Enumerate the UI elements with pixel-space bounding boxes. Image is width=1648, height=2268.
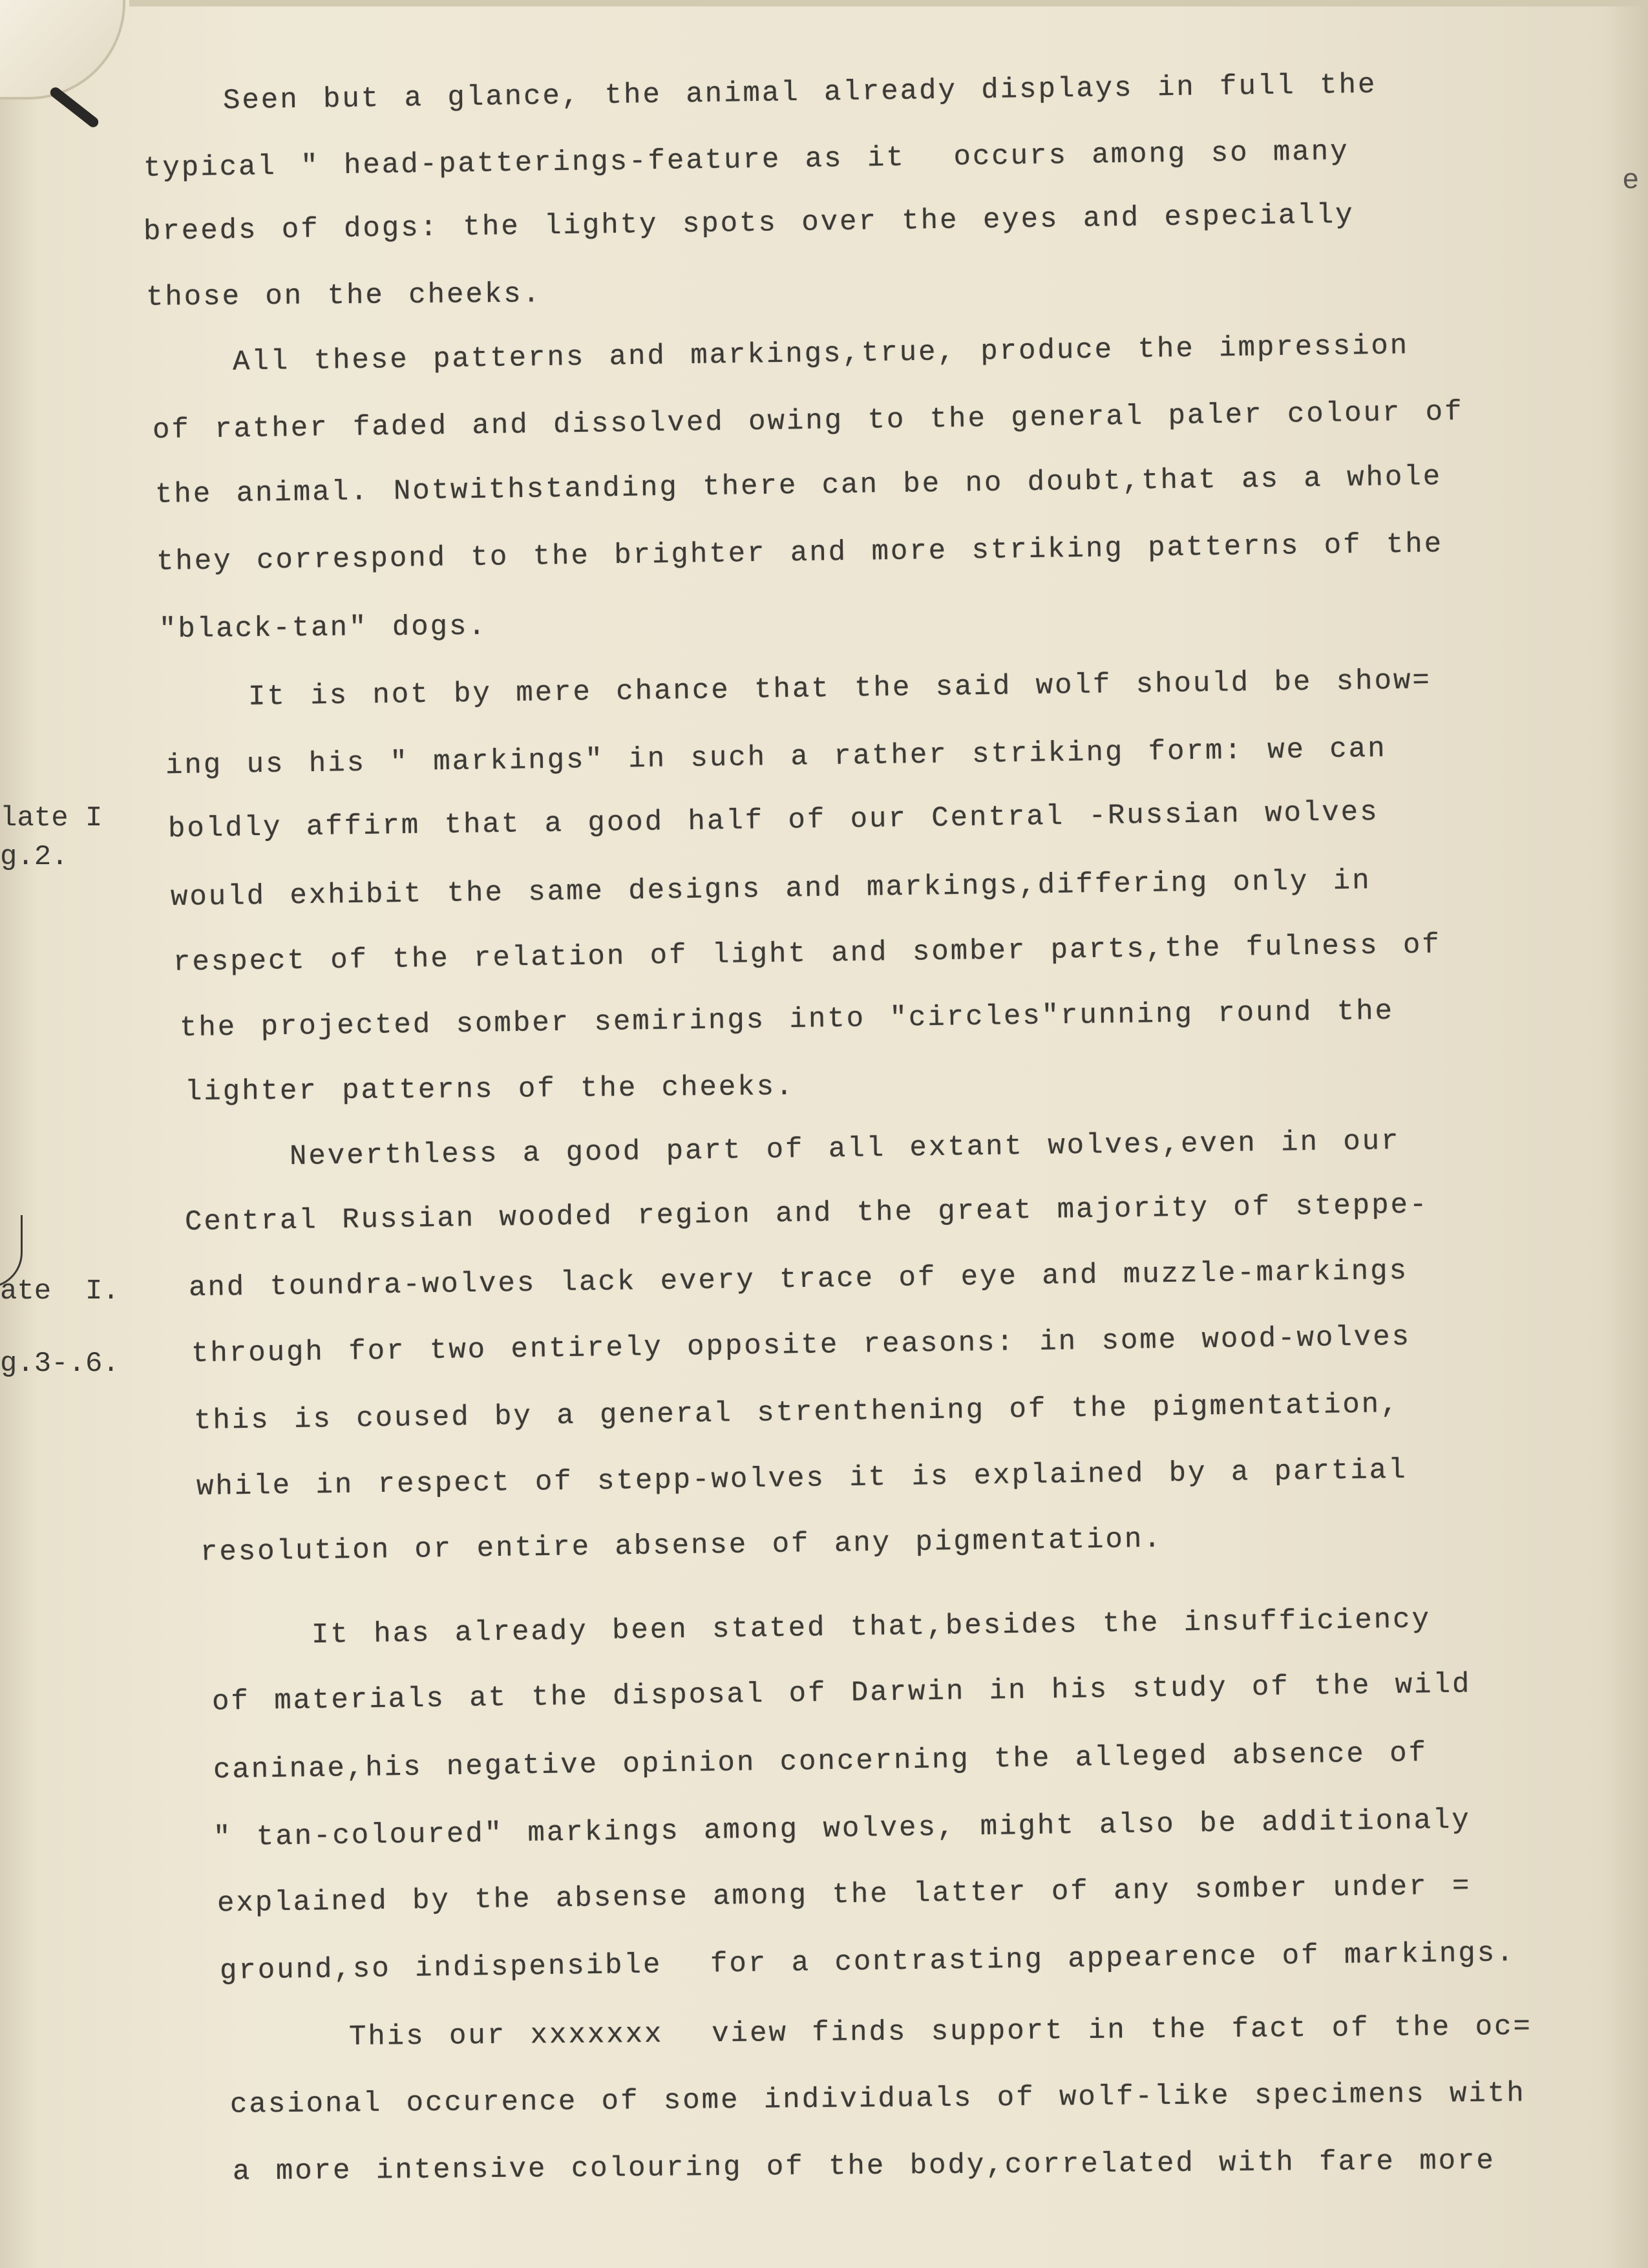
text-line: those on the cheeks. xyxy=(145,278,542,314)
text-line: caninae,his negative opinion concerning the alleged absence of xyxy=(213,1737,1428,1787)
margin-note-fig-3-6: g.3-.6. xyxy=(0,1348,120,1380)
text-line: All these patterns and markings,true, produce the impression xyxy=(232,330,1410,379)
text-line: they correspond to the brighter and more striking patterns of the xyxy=(156,528,1444,578)
text-line: "black-tan" dogs. xyxy=(158,610,488,646)
folded-page-corner xyxy=(0,0,125,100)
text-line: Central Russian wooded region and the great majority of steppe- xyxy=(184,1189,1429,1239)
text-line: Seen but a glance, the animal already displays in full the xyxy=(222,69,1377,118)
text-line: this is coused by a general strenthening of the pigmentation, xyxy=(193,1388,1400,1438)
page-top-edge xyxy=(129,0,1648,6)
text-line: the animal. Notwithstanding there can be no doubt,that as a whole xyxy=(154,461,1442,511)
text-line: the projected somber semirings into "circles"running round the xyxy=(179,995,1395,1045)
text-line: typical " head-patterings-feature as it occurs among so many xyxy=(143,135,1349,185)
margin-note-fig-2: g.2. xyxy=(0,841,69,873)
text-line: boldly affirm that a good half of our Central -Russian wolves xyxy=(167,796,1379,846)
text-line: respect of the relation of light and somber parts,the fulness of xyxy=(173,929,1442,979)
staple-icon xyxy=(48,85,101,129)
text-line: would exhibit the same designs and markings,differing only in xyxy=(170,865,1371,914)
text-line: lighter patterns of the cheeks. xyxy=(184,1070,795,1109)
text-line: of materials at the disposal of Darwin in his study of the wild xyxy=(211,1668,1472,1719)
text-line: Neverthless a good part of all extant wolves,even in our xyxy=(289,1125,1400,1173)
text-line: It is not by mere chance that the said wolf should be show= xyxy=(248,664,1432,714)
text-line: ground,so indispensible for a contrasting appearence of markings. xyxy=(219,1937,1516,1987)
text-line: ing us his " markings" in such a rather striking form: we can xyxy=(165,732,1387,783)
text-line: while in respect of stepp-wolves it is explained by a partial xyxy=(196,1454,1408,1504)
text-line: through for two entirely opposite reasons: in some wood-wolves xyxy=(191,1320,1411,1371)
text-line: explained by the absense among the latter of any somber under = xyxy=(217,1870,1472,1920)
text-line: casional occurence of some individuals of wolf-like specimens with xyxy=(229,2077,1526,2121)
text-line: breeds of dogs: the lighty spots over the eyes and especially xyxy=(143,198,1355,249)
text-line: resolution or entire absense of any pigmentation. xyxy=(200,1523,1163,1569)
margin-note-plate-i-2: ate I. xyxy=(0,1275,120,1308)
text-line: This our xxxxxxx view finds support in the fact of the oc= xyxy=(348,2011,1533,2053)
text-line: of rather faded and dissolved owing to the general paler colour of xyxy=(152,396,1464,447)
margin-note-plate-i: late I xyxy=(0,802,103,834)
text-line: a more intensive colouring of the body,correlated with fare more xyxy=(232,2145,1496,2189)
text-line: and toundra-wolves lack every trace of eye and muzzle-markings xyxy=(188,1255,1409,1305)
text-line: It has already been stated that,besides the insufficiency xyxy=(311,1603,1431,1652)
edge-letter: e xyxy=(1622,165,1640,197)
text-line: " tan-coloured" markings among wolves, might also be additionaly xyxy=(213,1804,1472,1854)
